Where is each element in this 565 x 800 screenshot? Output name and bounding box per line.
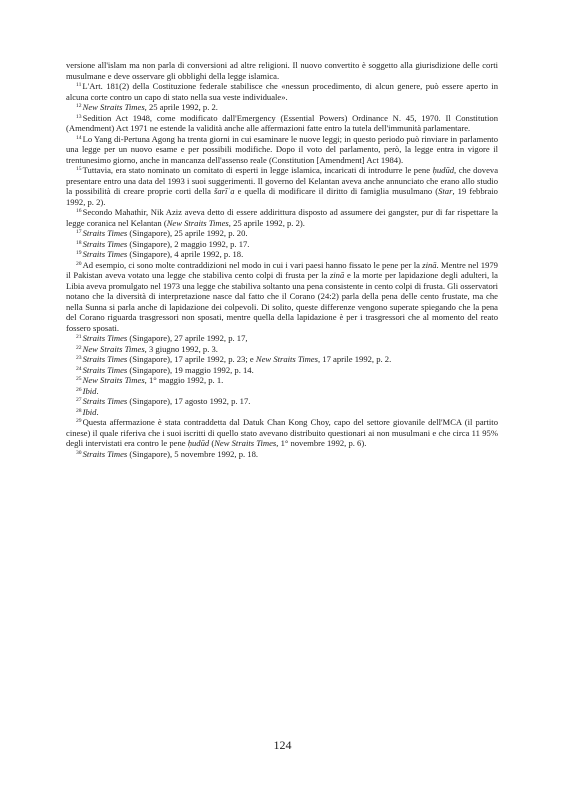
footnote bbox=[66, 396, 498, 407]
footnote-text: , 17 aprile 1992, p. 2. bbox=[317, 354, 392, 364]
footnote-text: e quella di modificare il diritto di famiglia musulmano ( bbox=[234, 186, 439, 196]
footnote-italic-text: zinā bbox=[422, 259, 437, 270]
footnote-text: , 1° maggio 1992, p. 1. bbox=[144, 375, 224, 385]
footnote bbox=[66, 417, 498, 449]
footnote-number: 13 bbox=[76, 113, 82, 120]
page-number: 124 bbox=[273, 738, 292, 752]
footnote bbox=[66, 365, 498, 376]
footnote-italic-text: New Straits Times bbox=[82, 343, 145, 354]
footnote-text: , 25 aprile 1992, p. 2). bbox=[228, 217, 305, 228]
footnote-text: (Singapore), 27 aprile 1992, p. 17, bbox=[127, 333, 248, 343]
footnote-number: 28 bbox=[76, 407, 82, 414]
footnote bbox=[66, 354, 498, 365]
footnote-number: 12 bbox=[76, 103, 82, 110]
footnote-italic-text: Straits Times bbox=[82, 249, 128, 259]
footnote-number: 19 bbox=[76, 250, 82, 257]
footnote bbox=[66, 344, 498, 355]
footnote-text: (Singapore), 19 maggio 1992, p. 14. bbox=[127, 364, 254, 375]
footnote bbox=[66, 449, 498, 460]
footnote bbox=[66, 102, 498, 113]
footnote-italic-text: New Straits Times bbox=[82, 102, 145, 112]
footnote bbox=[66, 113, 498, 134]
footnote-italic-text: Straits Times bbox=[82, 396, 128, 406]
footnote-italic-text: New Straits Times bbox=[214, 438, 277, 448]
footnote-number: 22 bbox=[76, 344, 82, 351]
footnote-text: L'Art. 181(2) della Costituzione federale stabilisce che «nessun procedimento, di alcun genere, può essere aperto in alcuna corte contro un capo di stato nella sua veste individuale». bbox=[66, 81, 498, 102]
footnote-number: 21 bbox=[76, 334, 82, 341]
footnote-text: (Singapore), 4 aprile 1992, p. 18. bbox=[127, 249, 244, 259]
footnote-number: 11 bbox=[76, 82, 82, 89]
footnote-italic-text: zinā bbox=[329, 270, 345, 280]
footnote-text: . Mentre nel 1979 il Pakistan aveva votato una legge che stabiliva cento colpi di frusta per la bbox=[66, 259, 498, 280]
footnote-number: 30 bbox=[76, 449, 82, 456]
footnote bbox=[66, 333, 498, 344]
footnote-italic-text: New Straits Times bbox=[255, 354, 318, 364]
footnote-text: (Singapore), 5 novembre 1992, p. 18. bbox=[127, 448, 259, 459]
footnote-number: 14 bbox=[76, 134, 82, 141]
footnote-text: Ad esempio, ci sono molte contraddizioni nel modo in cui i vari paesi hanno fissato le pene per la bbox=[82, 259, 423, 270]
footnote-italic-text: ḥudūd bbox=[187, 438, 210, 448]
footnote bbox=[66, 407, 498, 418]
footnote-italic-text: šarīʿa bbox=[214, 186, 235, 196]
footnote-number: 15 bbox=[76, 166, 82, 173]
footnote-text: , 1° novembre 1992, p. 6). bbox=[276, 438, 367, 448]
footnote-text: (Singapore), 17 agosto 1992, p. 17. bbox=[127, 396, 251, 406]
footnote-italic-text: Straits Times bbox=[82, 228, 128, 238]
footnote-number: 20 bbox=[76, 260, 82, 267]
footnote bbox=[66, 207, 498, 228]
footnote-text: Tuttavia, era stato nominato un comitato di esperti in legge islamica, incaricati di introdurre le pene bbox=[82, 165, 433, 175]
footnote-number: 27 bbox=[76, 397, 82, 404]
footnote-text: Questa affermazione è stata contraddetta dal Datuk Chan Kong Choy, capo del settore giovanile dell'MCA (il partito cinese) il quale riferiva che i suoi iscritti di quello stato avevano distribuito questionari ai non musulmani e che circa 11 95% degli intervistati era contro le pene bbox=[66, 417, 498, 448]
footnote-text: Lo Yang di-Pertuna Agong ha trenta giorni in cui esaminare le nuove leggi; in questo periodo può rinviare in parlamento una legge per un nuovo esame e per possibili modifiche. Dopo il voto del parlamento, però, la legge entra in vigore il trentunesimo giorno, anche in mancanza dell'assenso reale (Constitution [Amendment] Act 1984). bbox=[66, 133, 498, 165]
footnote-number: 18 bbox=[76, 239, 82, 246]
footnote-italic-text: Ibid bbox=[82, 385, 97, 396]
footnote-number: 29 bbox=[76, 418, 82, 425]
footnote-text: Sedition Act 1948, come modificato dall'Emergency (Essential Powers) Ordinance N. 45, 1970. Il Constitution (Amendment) Act 1971 ne estende la validità anche alle affermazioni fatte entro la tutela dell'immunità parlamentare. bbox=[66, 112, 498, 133]
footnote-italic-text: Straits Times bbox=[82, 333, 128, 343]
footnote-text: (Singapore), 17 aprile 1992, p. 23; e bbox=[127, 354, 256, 364]
footnote-text: e la morte per lapidazione degli adulteri, la Libia aveva promulgato nel 1973 una legge che stabiliva soltanto una pena consistente in cento colpi di frusta. Gli osservatori notano che la diversità di interpretazione nasce dal fatto che il Corano (24:2) parla della pena delle cento frustate, ma che nella Sunna si parla anche di lapidazione dei colpevoli. Di solito, queste differenze vengono superate spiegando che la pena del Corano riguarda trasgressori non sposati, mentre quella della lapidazione è per i trasgressori che al momento del reato fossero sposati. bbox=[66, 270, 498, 333]
footnote bbox=[66, 60, 498, 81]
footnote-number: 26 bbox=[76, 386, 82, 393]
footnote-italic-text: New Straits Times bbox=[82, 375, 145, 385]
footnote-number: 16 bbox=[76, 208, 82, 215]
footnote bbox=[66, 260, 498, 334]
footnote bbox=[66, 228, 498, 239]
footnote bbox=[66, 375, 498, 386]
footnote-text: . bbox=[96, 406, 99, 417]
footnote-text: ( bbox=[209, 438, 215, 448]
footnote-italic-text: Straits Times bbox=[82, 364, 128, 375]
footnote bbox=[66, 134, 498, 166]
footnote-number: 25 bbox=[76, 376, 82, 383]
footnote bbox=[66, 386, 498, 397]
footnote-number: 23 bbox=[76, 355, 82, 362]
footnote-text: Secondo Mahathir, Nik Aziz aveva detto di essere addirittura disposto ad assumere dei gangster, pur di far rispettare la legge coranica nel Kelantan ( bbox=[66, 207, 498, 228]
footnote-italic-text: Star bbox=[438, 186, 453, 196]
footnote-text: (Singapore), 2 maggio 1992, p. 17. bbox=[127, 238, 250, 249]
footnote-italic-text: Ibid bbox=[82, 406, 97, 417]
footnote-text: , 19 febbraio 1992, p. 2). bbox=[66, 186, 498, 207]
footnote-italic-text: Straits Times bbox=[82, 448, 128, 459]
footnote-text: , 25 aprile 1992, p. 2. bbox=[144, 102, 218, 112]
footnote bbox=[66, 81, 498, 102]
footnote-text: versione all'islam ma non parla di conversioni ad altre religioni. Il nuovo convertito è soggetto alla giurisdizione delle corti musulmane e deve osservare gli obblighi della legge islamica. bbox=[66, 60, 498, 81]
footnote bbox=[66, 249, 498, 260]
footnote-text: (Singapore), 25 aprile 1992, p. 20. bbox=[127, 228, 248, 238]
footnote-number: 24 bbox=[76, 365, 82, 372]
footnote-italic-text: ḥudūd bbox=[432, 165, 455, 175]
footnote-text: . bbox=[96, 385, 99, 396]
footnote-italic-text: Straits Times bbox=[82, 354, 128, 364]
footnote-italic-text: New Straits Times bbox=[166, 217, 229, 228]
footnote bbox=[66, 165, 498, 207]
footnote-italic-text: Straits Times bbox=[82, 238, 128, 249]
footnote-text: , 3 giugno 1992, p. 3. bbox=[144, 343, 218, 354]
footnote bbox=[66, 239, 498, 250]
footnotes-section bbox=[66, 60, 498, 459]
footnote-number: 17 bbox=[76, 229, 82, 236]
footnote-text: , che doveva presentare entro una data del 1993 i suoi suggerimenti. Il governo del Kelantan aveva anche annunciato che erano allo studio la possibilità di creare proprie corti della bbox=[66, 165, 499, 196]
